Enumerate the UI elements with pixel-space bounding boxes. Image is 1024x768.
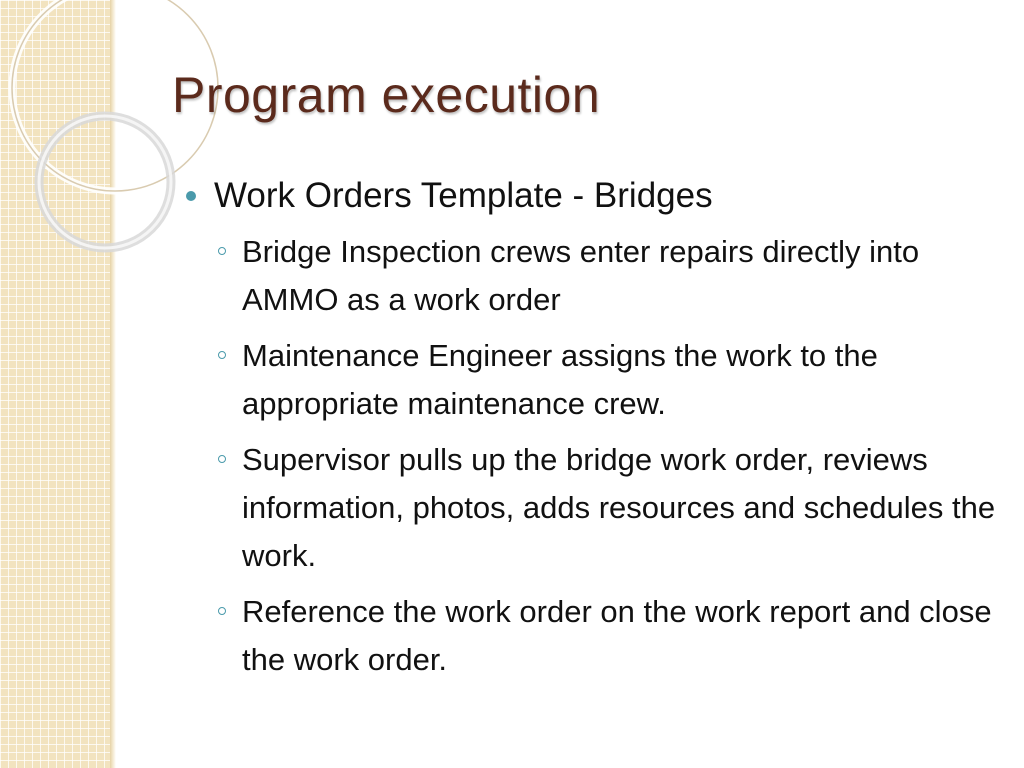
sub-bullet-text: Reference the work order on the work report and close the work order.	[242, 594, 992, 677]
bullet-item	[186, 172, 996, 220]
sub-bullet-item	[186, 588, 996, 684]
slide-content	[186, 172, 996, 692]
sub-bullet-text: Bridge Inspection crews enter repairs directly into AMMO as a work order	[242, 234, 920, 317]
hollow-circle-bullet-icon	[218, 351, 226, 359]
hollow-circle-bullet-icon	[218, 607, 226, 615]
decorative-circles-icon	[0, 0, 200, 300]
sub-bullet-list	[186, 228, 996, 684]
sub-bullet-item	[186, 436, 996, 580]
bullet-text: Work Orders Template - Bridges	[214, 176, 713, 215]
hollow-circle-bullet-icon	[218, 247, 226, 255]
slide-title: Program execution	[172, 67, 601, 123]
hollow-circle-bullet-icon	[218, 455, 226, 463]
sub-bullet-text: Supervisor pulls up the bridge work order, reviews information, photos, adds resources and schedules the work.	[242, 442, 996, 573]
filled-circle-bullet-icon	[186, 191, 196, 201]
sub-bullet-item	[186, 228, 996, 324]
sub-bullet-text: Maintenance Engineer assigns the work to the appropriate maintenance crew.	[242, 338, 878, 421]
sub-bullet-item	[186, 332, 996, 428]
